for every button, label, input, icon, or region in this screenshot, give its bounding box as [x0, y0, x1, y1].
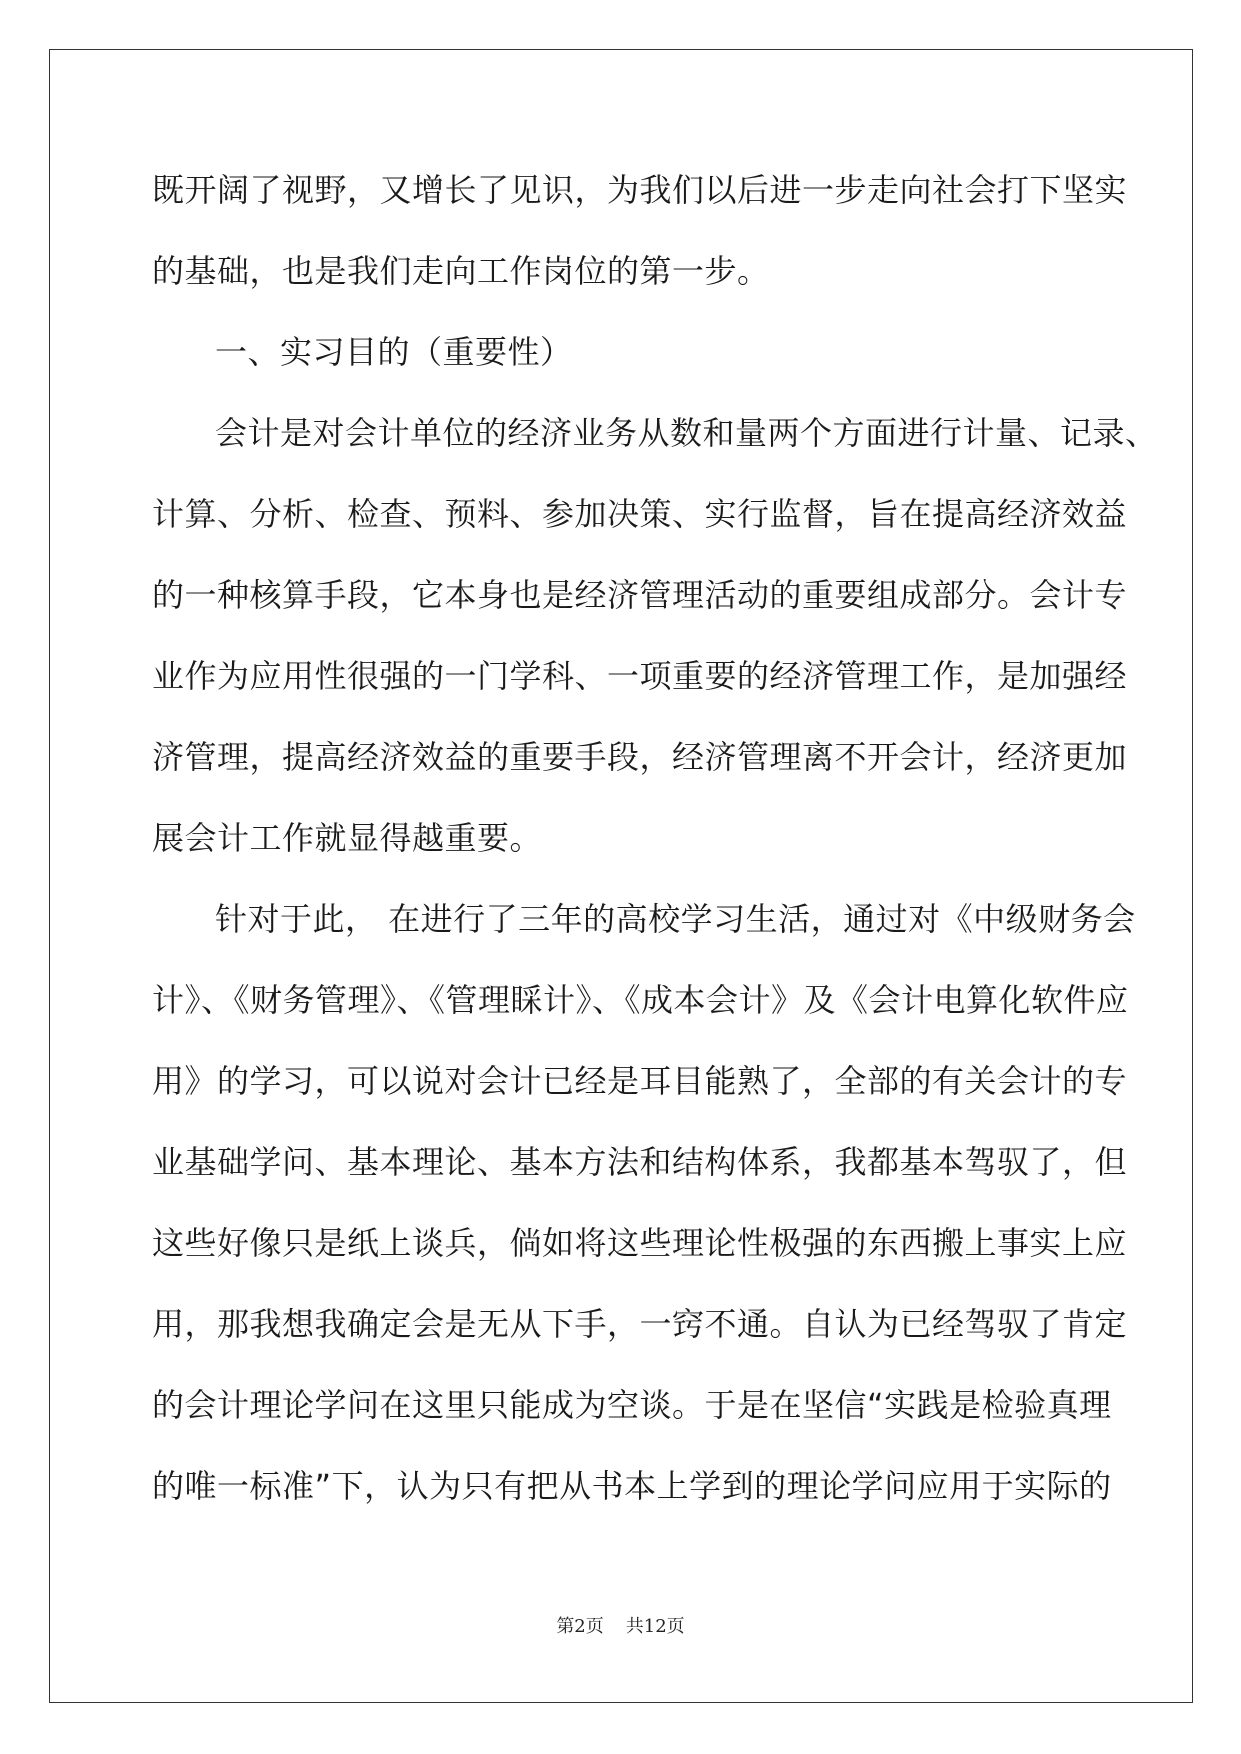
- text-line: 用》的学习，可以说对会计已经是耳目能熟了，全部的有关会计的专: [152, 1062, 1128, 1100]
- text-line: 会计是对会计单位的经济业务从数和量两个方面进行计量、记录、: [215, 414, 1158, 452]
- text-line: 这些好像只是纸上谈兵，倘如将这些理论性极强的东西搬上事实上应: [152, 1224, 1128, 1262]
- document-body: [152, 160, 1158, 1537]
- text-line: 的一种核算手段，它本身也是经济管理活动的重要组成部分。会计专: [152, 576, 1128, 614]
- text-line: 针对于此， 在进行了三年的高校学习生活，通过对《中级财务会: [215, 900, 1136, 938]
- text-line: 的唯一标准”下，认为只有把从书本上学到的理论学问应用于实际的: [152, 1467, 1112, 1505]
- text-line: 展会计工作就显得越重要。: [152, 819, 543, 857]
- page-total: 共12页: [625, 1616, 685, 1637]
- page-footer: [0, 1612, 1241, 1638]
- text-line: 的基础，也是我们走向工作岗位的第一步。: [152, 252, 770, 290]
- text-line: 济管理，提高经济效益的重要手段，经济管理离不开会计，经济更加: [152, 738, 1128, 776]
- text-line: 业基础学问、基本理论、基本方法和结构体系，我都基本驾驭了，但: [152, 1143, 1128, 1181]
- text-line: 计算、分析、检查、预料、参加决策、实行监督，旨在提高经济效益: [152, 495, 1128, 533]
- text-line: 计》、《财务管理》、《管理睬计》、《成本会计》及《会计电算化软件应: [152, 981, 1129, 1019]
- text-line: 业作为应用性很强的一门学科、一项重要的经济管理工作，是加强经: [152, 657, 1128, 695]
- text-line: 用，那我想我确定会是无从下手，一窍不通。自认为已经驾驭了肯定: [152, 1305, 1128, 1343]
- section-heading: 一、实习目的（重要性）: [215, 333, 573, 371]
- page-number: 第2页: [556, 1616, 604, 1637]
- text-line: 的会计理论学问在这里只能成为空谈。于是在坚信“实践是检验真理: [152, 1386, 1112, 1424]
- text-line: 既开阔了视野，又增长了见识，为我们以后进一步走向社会打下坚实: [152, 171, 1128, 209]
